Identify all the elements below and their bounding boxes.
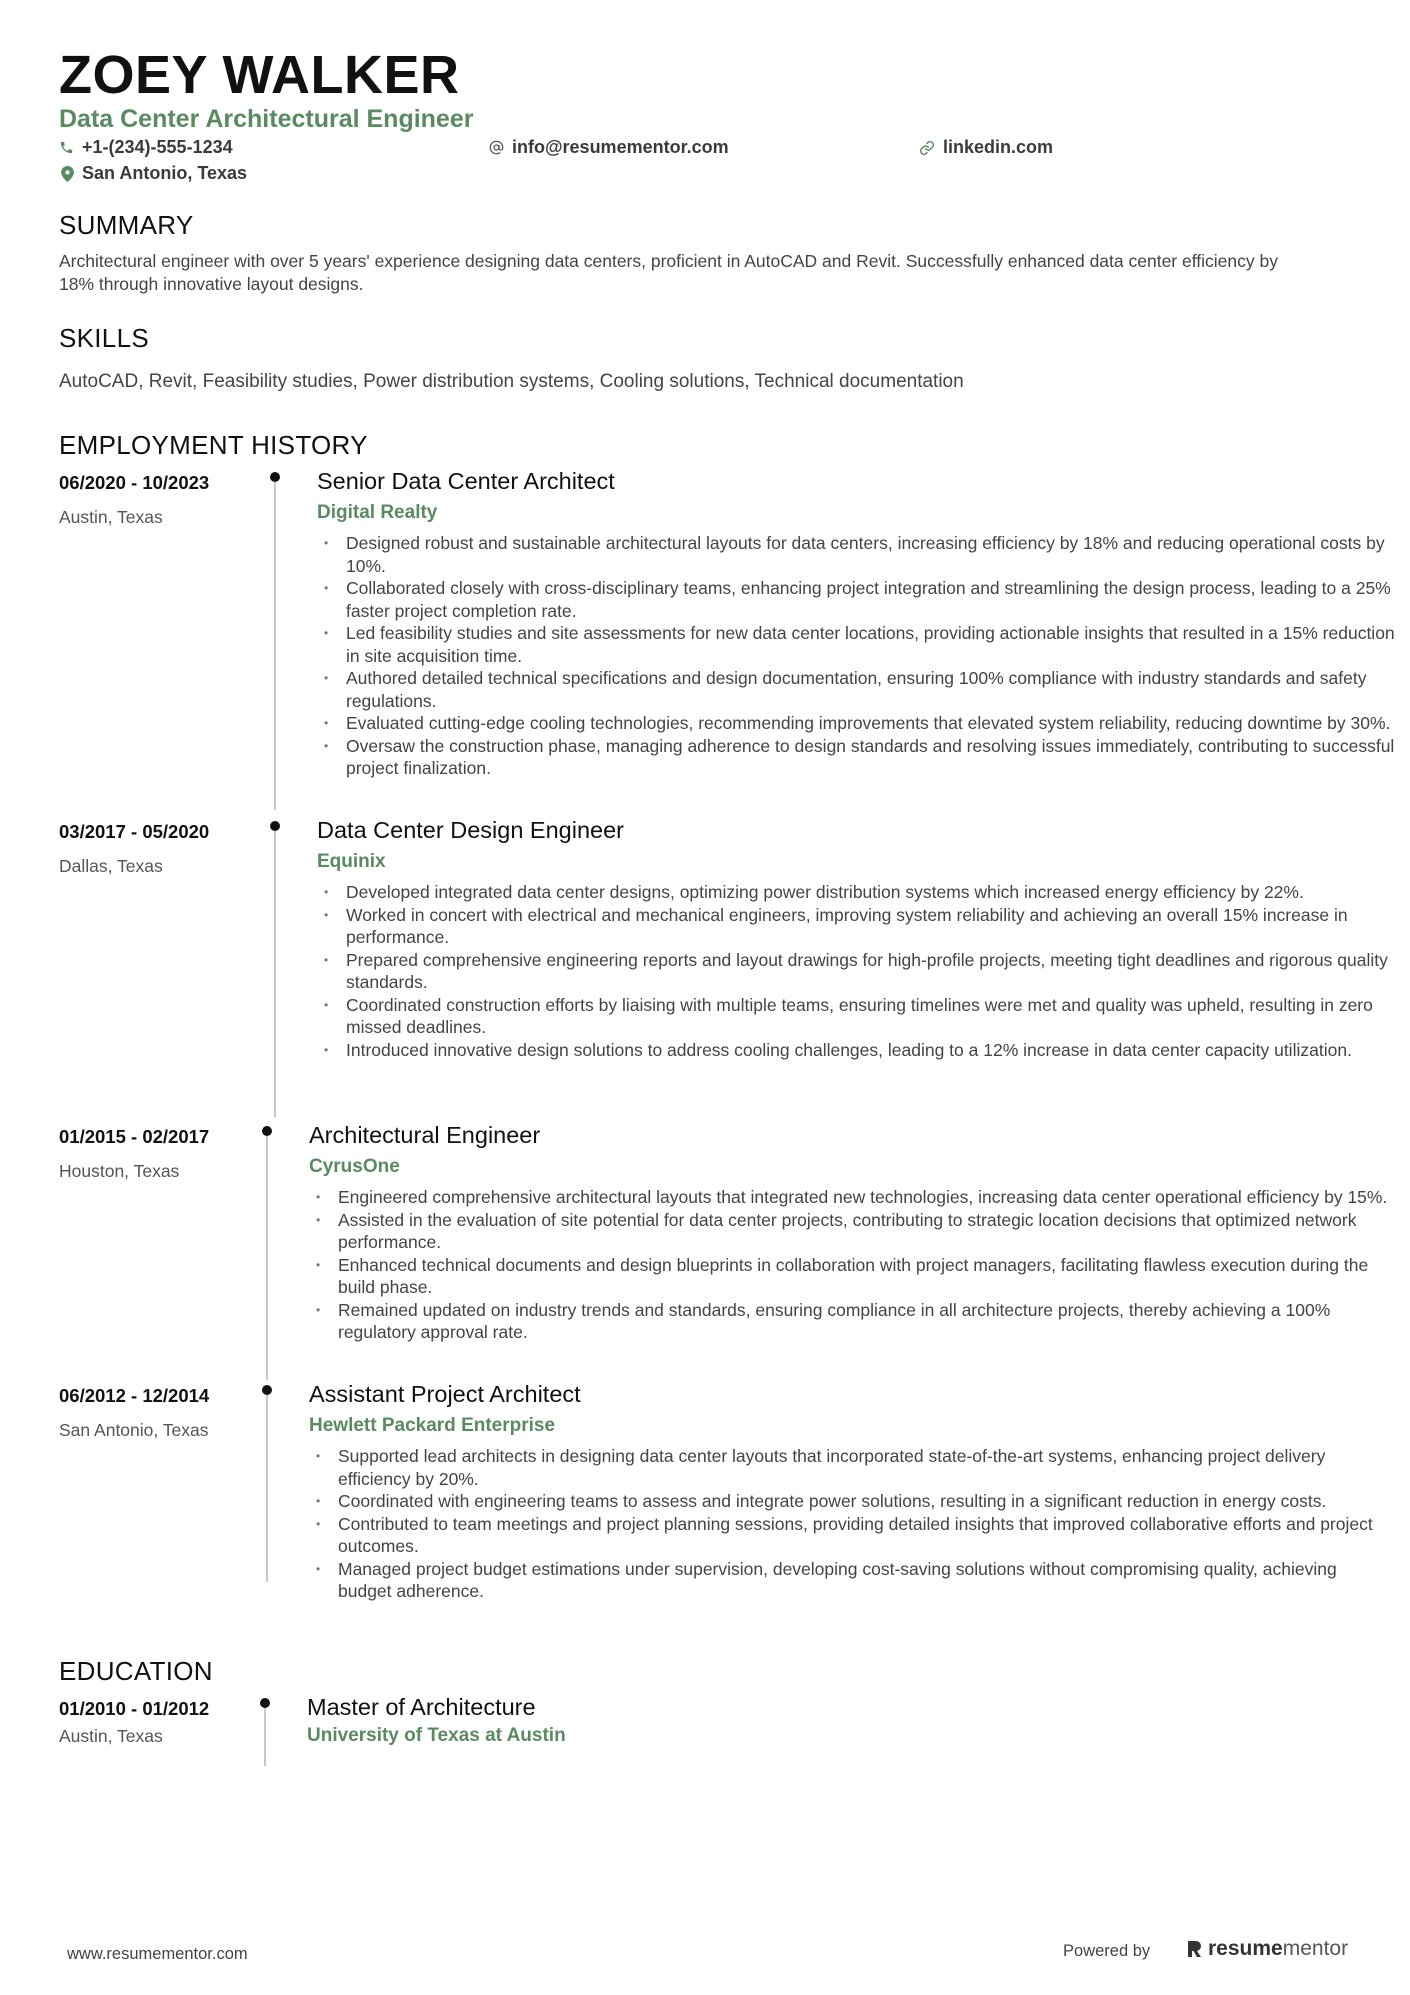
list-item: • Coordinated with engineering teams to assess and integrate power solutions, resulting in a significant reduction in energy costs. — [309, 1490, 1389, 1513]
list-item: • Oversaw the construction phase, managing adherence to design standards and resolving issues immediately, contributing to successful project finalization. — [317, 735, 1397, 780]
job-location: Austin, Texas — [59, 507, 163, 527]
contact-location — [61, 163, 247, 184]
job-bullets — [317, 881, 1397, 1061]
brand-bold-text: resume — [1208, 1937, 1283, 1960]
education-location: Austin, Texas — [59, 1726, 163, 1746]
timeline-dot — [262, 1126, 272, 1136]
job-dates: 01/2015 - 02/2017 — [59, 1126, 210, 1147]
education-school: University of Texas at Austin — [307, 1725, 566, 1746]
brand-logo[interactable] — [1186, 1937, 1348, 1961]
list-item: • Engineered comprehensive architectural layouts that integrated new technologies, increasing data center operational efficiency by 15%. — [309, 1186, 1389, 1209]
summary-heading: SUMMARY — [59, 210, 194, 240]
timeline-dot — [270, 472, 280, 482]
candidate-title: Data Center Architectural Engineer — [59, 105, 474, 133]
list-item: • Evaluated cutting-edge cooling technologies, recommending improvements that elevated system reliability, reducing downtime by 30%. — [317, 712, 1397, 735]
list-item: • Enhanced technical documents and design blueprints in collaboration with project managers, facilitating flawless execution during the build phase. — [309, 1254, 1389, 1299]
job-role: Architectural Engineer — [309, 1122, 541, 1148]
job-dates: 06/2020 - 10/2023 — [59, 472, 210, 493]
skills-heading: SKILLS — [59, 323, 149, 353]
job-location: Dallas, Texas — [59, 856, 163, 876]
phone-icon — [59, 140, 74, 155]
at-sign-icon — [489, 140, 504, 155]
list-item: • Worked in concert with electrical and mechanical engineers, improving system reliability and achieving an overall 15% increase in performance. — [317, 904, 1397, 949]
link-icon — [919, 140, 935, 156]
powered-by-label: Powered by — [1063, 1942, 1151, 1960]
candidate-name: ZOEY WALKER — [59, 45, 460, 105]
job-company: Hewlett Packard Enterprise — [309, 1415, 556, 1436]
list-item: • Supported lead architects in designing data center layouts that incorporated state-of-the-art systems, enhancing project delivery efficiency by 20%. — [309, 1445, 1389, 1490]
timeline-dot — [270, 821, 280, 831]
skills-text: AutoCAD, Revit, Feasibility studies, Power distribution systems, Cooling solutions, Technical documentation — [59, 371, 964, 392]
employment-heading: EMPLOYMENT HISTORY — [59, 430, 368, 460]
summary-text: Architectural engineer with over 5 years' experience designing data centers, proficient in AutoCAD and Revit. Successfully enhanced data center efficiency by 18% through innovative layout designs. — [59, 251, 1278, 294]
education-dates: 01/2010 - 01/2012 — [59, 1698, 210, 1719]
list-item: • Developed integrated data center designs, optimizing power distribution systems which increased energy efficiency by 22%. — [317, 881, 1397, 904]
list-item: • Remained updated on industry trends and standards, ensuring compliance in all architecture projects, thereby achieving a 100% regulatory approval rate. — [309, 1299, 1389, 1344]
timeline-line — [264, 1708, 266, 1766]
contact-email[interactable] — [489, 137, 729, 158]
list-item: • Introduced innovative design solutions to address cooling challenges, leading to a 12% increase in data center capacity utilization. — [317, 1039, 1397, 1062]
timeline-dot — [260, 1698, 270, 1708]
resumementor-logo-icon — [1186, 1939, 1202, 1959]
phone-text: +1-(234)-555-1234 — [82, 137, 233, 157]
location-text: San Antonio, Texas — [82, 163, 248, 183]
list-item: • Designed robust and sustainable architectural layouts for data centers, increasing efficiency by 18% and reducing operational costs by 10%. — [317, 532, 1397, 577]
education-degree: Master of Architecture — [307, 1694, 536, 1720]
location-pin-icon — [61, 166, 74, 182]
timeline-line — [274, 482, 276, 810]
contact-phone[interactable] — [59, 137, 233, 158]
job-bullets — [309, 1445, 1389, 1603]
job-role: Assistant Project Architect — [309, 1381, 581, 1407]
list-item: • Authored detailed technical specifications and design documentation, ensuring 100% compliance with industry standards and safety regulations. — [317, 667, 1397, 712]
job-company: Equinix — [317, 851, 386, 872]
job-location: San Antonio, Texas — [59, 1420, 209, 1440]
email-text: info@resumementor.com — [512, 137, 729, 157]
website-text: linkedin.com — [943, 137, 1054, 157]
contact-website[interactable] — [919, 137, 1053, 158]
job-role: Data Center Design Engineer — [317, 817, 624, 843]
timeline-line — [274, 831, 276, 1117]
job-role: Senior Data Center Architect — [317, 468, 615, 494]
job-dates: 06/2012 - 12/2014 — [59, 1385, 210, 1406]
list-item: • Managed project budget estimations under supervision, developing cost-saving solutions without compromising quality, achieving budget adherence. — [309, 1558, 1389, 1603]
list-item: • Assisted in the evaluation of site potential for data center projects, contributing to strategic location decisions that optimized network performance. — [309, 1209, 1389, 1254]
brand-light-text: mentor — [1282, 1937, 1349, 1960]
list-item: • Collaborated closely with cross-disciplinary teams, enhancing project integration and streamlining the design process, leading to a 25% faster project completion rate. — [317, 577, 1397, 622]
list-item: • Contributed to team meetings and project planning sessions, providing detailed insights that improved collaborative efforts and project outcomes. — [309, 1513, 1389, 1558]
job-company: Digital Realty — [317, 502, 438, 523]
list-item: • Coordinated construction efforts by liaising with multiple teams, ensuring timelines were met and quality was upheld, resulting in zero missed deadlines. — [317, 994, 1397, 1039]
footer-url[interactable]: www.resumementor.com — [67, 1945, 248, 1963]
job-bullets — [309, 1186, 1389, 1344]
job-company: CyrusOne — [309, 1156, 400, 1177]
timeline-line — [266, 1136, 268, 1380]
job-bullets — [317, 532, 1397, 780]
timeline-dot — [262, 1385, 272, 1395]
job-location: Houston, Texas — [59, 1161, 180, 1181]
list-item: • Led feasibility studies and site assessments for new data center locations, providing actionable insights that resulted in a 15% reduction in site acquisition time. — [317, 622, 1397, 667]
job-dates: 03/2017 - 05/2020 — [59, 821, 210, 842]
education-heading: EDUCATION — [59, 1656, 213, 1686]
list-item: • Prepared comprehensive engineering reports and layout drawings for high-profile projects, meeting tight deadlines and rigorous quality standards. — [317, 949, 1397, 994]
timeline-line — [266, 1395, 268, 1582]
